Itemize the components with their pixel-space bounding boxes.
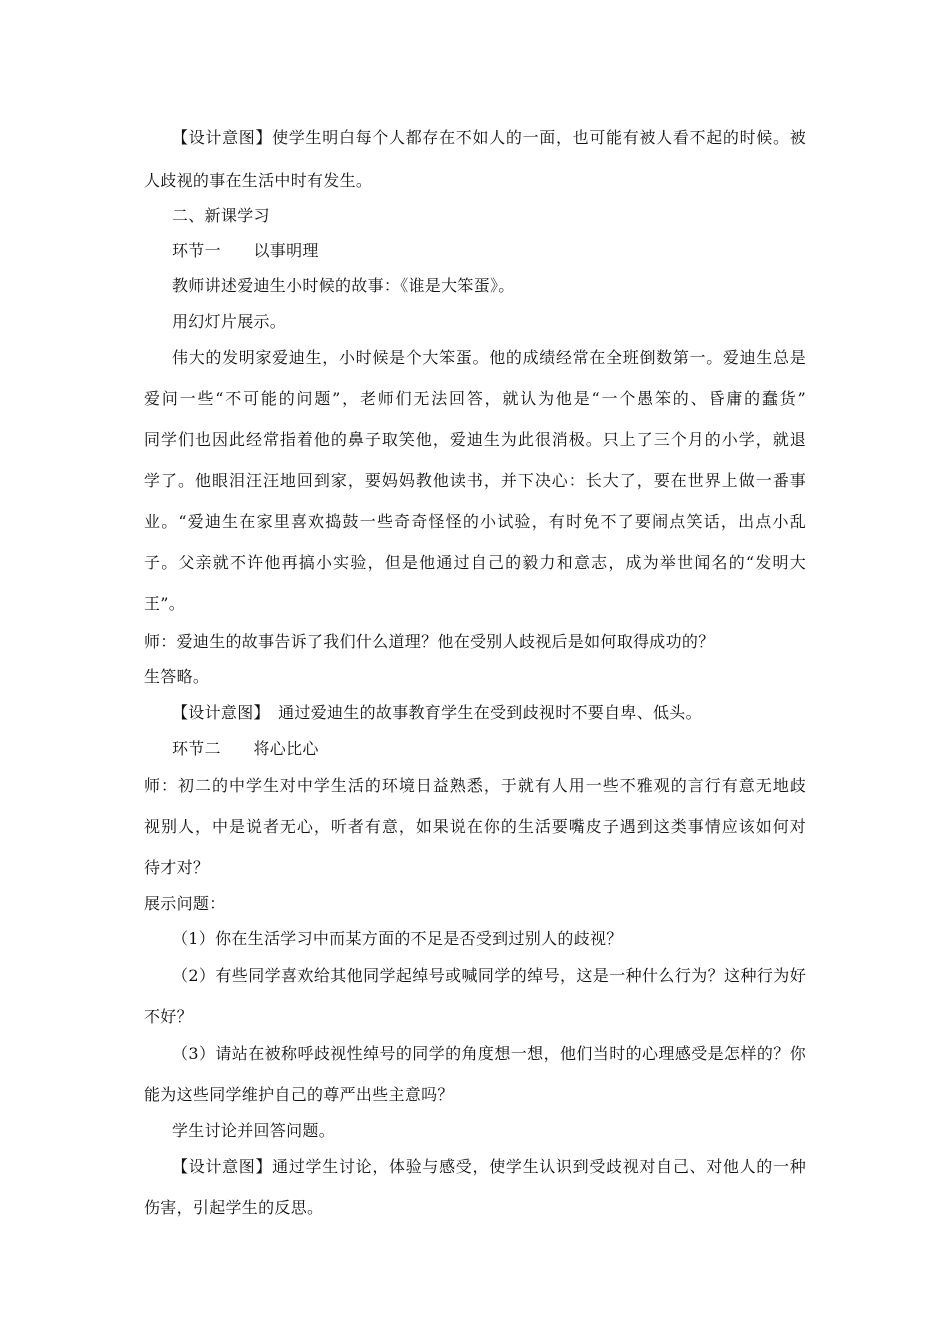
story-paragraph-line-5: 业。“爱迪生在家里喜欢捣鼓一些奇奇怪怪的小试验，有时免不了要闹点笑话，出点小乱 — [144, 512, 806, 531]
story-paragraph-line-2: 爱问一些“不可能的问题”，老师们无法回答，就认为他是“一个愚笨的、昏庸的蠢货” — [144, 389, 806, 408]
design-intent-3-line-2: 伤害，引起学生的反思。 — [144, 1198, 324, 1217]
story-paragraph-line-4: 学了。他眼泪汪汪地回到家，要妈妈教他读书，并下决心：长大了，要在世界上做一番事 — [144, 471, 806, 490]
teacher-story-intro: 教师讲述爱迪生小时候的故事：《谁是大笨蛋》。 — [172, 276, 515, 295]
story-paragraph-line-3: 同学们也因此经常指着他的鼻子取笑他，爱迪生为此很消极。只上了三个月的小学，就退 — [144, 430, 806, 449]
teacher-prompt-line-1: 师：初二的中学生对中学生活的环境日益熟悉，于就有人用一些不雅观的言行有意无地歧 — [144, 776, 806, 795]
questions-heading: 展示问题： — [144, 894, 226, 913]
teacher-prompt-line-2: 视别人，中是说者无心，听者有意，如果说在你的生活要嘴皮子遇到这类事情应该如何对 — [144, 817, 806, 836]
segment-one-heading: 环节一 以事明理 — [172, 241, 319, 260]
story-paragraph-line-7: 王”。 — [144, 594, 186, 613]
question-3-line-2: 能为这些同学维护自己的尊严出些主意吗？ — [144, 1085, 454, 1104]
teacher-question: 师：爱迪生的故事告诉了我们什么道理？他在受别人歧视后是如何取得成功的？ — [144, 632, 715, 651]
student-answer-note: 生答略。 — [144, 667, 210, 686]
teacher-prompt-line-3: 待才对？ — [144, 858, 210, 877]
student-discussion-note: 学生讨论并回答问题。 — [172, 1121, 336, 1140]
slide-display-note: 用幻灯片展示。 — [172, 312, 287, 331]
question-1: （1）你在生活学习中而某方面的不足是否受到过别人的歧视？ — [172, 929, 623, 948]
segment-two-heading: 环节二 将心比心 — [172, 739, 319, 758]
design-intent-3-line-1: 【设计意图】通过学生讨论，体验与感受，使学生认识到受歧视对自己、对他人的一种 — [172, 1157, 806, 1176]
design-intent-1-line-1: 【设计意图】使学生明白每个人都存在不如人的一面，也可能有被人看不起的时候。被 — [172, 128, 806, 147]
story-paragraph-line-1: 伟大的发明家爱迪生，小时候是个大笨蛋。他的成绩经常在全班倒数第一。爱迪生总是 — [172, 348, 806, 367]
question-2-line-1: （2）有些同学喜欢给其他同学起绰号或喊同学的绰号，这是一种什么行为？这种行为好 — [172, 966, 806, 985]
story-paragraph-line-6: 子。父亲就不许他再搞小实验，但是他通过自己的毅力和意志，成为举世闻名的“发明大 — [144, 553, 806, 572]
question-3-line-1: （3）请站在被称呼歧视性绰号的同学的角度想一想，他们当时的心理感受是怎样的？你 — [172, 1044, 806, 1063]
section-heading-new-lesson: 二、新课学习 — [172, 206, 270, 225]
question-2-line-2: 不好？ — [144, 1007, 193, 1026]
design-intent-2: 【设计意图】 通过爱迪生的故事教育学生在受到歧视时不要自卑、低头。 — [172, 703, 702, 722]
design-intent-1-line-2: 人歧视的事在生活中时有发生。 — [144, 171, 373, 190]
